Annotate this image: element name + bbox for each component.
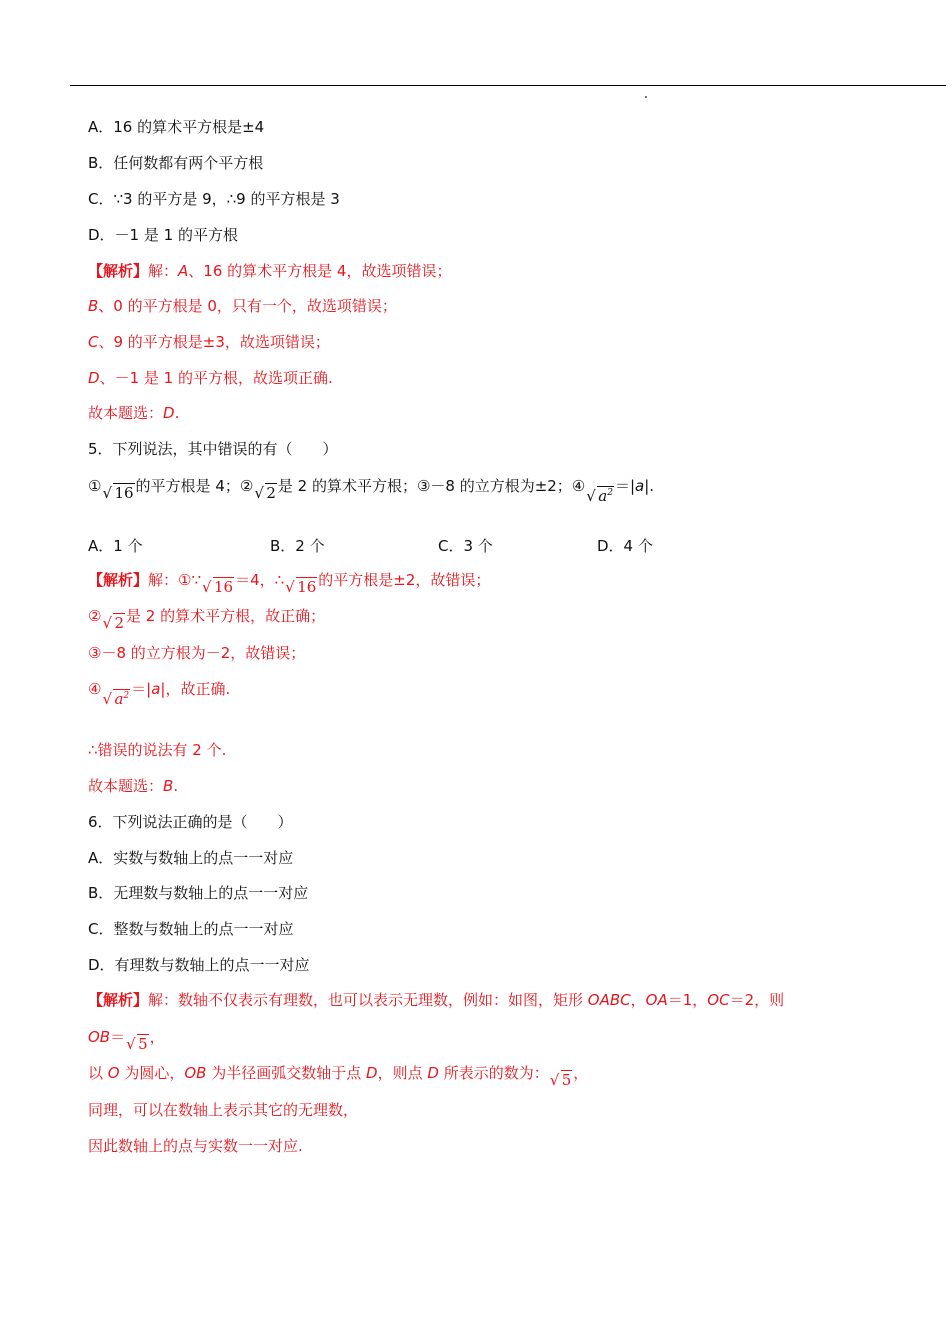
q4-analysis-line-1 (88, 261, 451, 281)
option-letter: C (88, 333, 99, 351)
q6-analysis-line-2 (88, 1027, 165, 1054)
variable-d: D (427, 1064, 439, 1082)
q4-analysis-line-2 (88, 296, 397, 316)
variable-oabc: OABC (587, 991, 631, 1009)
analysis-text: ＝ (110, 1028, 126, 1046)
analysis-text: 、16 的算术平方根是 4，故选项错误； (188, 262, 452, 280)
variable-oc: OC (707, 991, 730, 1009)
analysis-text: 、9 的平方根是±3，故选项错误； (98, 333, 330, 351)
sqrt-a-squared: √ $a^2$ (102, 690, 130, 708)
q5-option-d: D．4 个 (597, 537, 653, 555)
q4-answer (88, 403, 179, 423)
analysis-text: ＝| (131, 680, 152, 698)
statement-text: |. (644, 477, 655, 495)
q6-option-d: D．有理数与数轴上的点一一对应 (88, 956, 310, 974)
analysis-text: ＝1， (667, 991, 708, 1009)
variable-a: a (151, 680, 161, 698)
answer-letter: D (163, 404, 175, 422)
analysis-text: ， (630, 991, 646, 1009)
sqrt-2: √ 2 (102, 614, 124, 632)
option-letter: A (178, 262, 189, 280)
sqrt-16: √ 16 (285, 578, 317, 596)
q5-option-b: B．2 个 (270, 537, 325, 555)
q4-option-a: A．16 的算术平方根是±4 (88, 118, 265, 136)
answer-end: . (174, 404, 180, 422)
q6-option-b: B．无理数与数轴上的点一一对应 (88, 884, 309, 902)
header-dot (645, 96, 647, 98)
analysis-text: ，则点 (377, 1064, 428, 1082)
sqrt-a-squared: √ $a^2$ (586, 487, 613, 505)
analysis-text: ， (573, 1064, 589, 1082)
q5-analysis-line-2 (88, 606, 325, 633)
q5-statements (88, 476, 654, 506)
option-letter: D (88, 369, 100, 387)
answer-letter: B (163, 777, 174, 795)
q6-analysis-line-5: 因此数轴上的点与实数一一对应. (88, 1137, 303, 1155)
q4-option-b: B．任何数都有两个平方根 (88, 154, 264, 172)
q5-option-a: A．1 个 (88, 537, 143, 555)
variable-a: a (635, 477, 645, 495)
statement-mark: ② (88, 607, 102, 625)
sqrt-16: √ 16 (102, 484, 134, 502)
q4-option-d: D．－1 是 1 的平方根 (88, 226, 238, 244)
answer-label: 故本题选： (88, 404, 164, 422)
analysis-text: 解：数轴不仅表示有理数，也可以表示无理数，例如：如图，矩形 (148, 991, 588, 1009)
q5-answer (88, 776, 178, 796)
statement-mark: ① (88, 477, 102, 495)
sqrt-5: √ 5 (549, 1071, 572, 1089)
q4-analysis-line-4 (88, 368, 333, 388)
analysis-text: 、0 的平方根是 0，只有一个，故选项错误； (98, 297, 397, 315)
statement-text: 的平方根是 4；② (135, 477, 254, 495)
q6-analysis-line-1 (88, 990, 784, 1010)
analysis-text: ＝4，∴ (235, 571, 285, 589)
q5-analysis-line-1 (88, 570, 490, 597)
analysis-tag: 【解析】 (88, 991, 149, 1009)
statement-text: ＝| (614, 477, 636, 495)
q5-option-c: C．3 个 (438, 537, 493, 555)
analysis-text: 为圆心， (119, 1064, 185, 1082)
analysis-text: 是 2 的算术平方根，故正确； (126, 607, 326, 625)
analysis-tag: 【解析】 (88, 571, 149, 589)
answer-end: . (173, 777, 179, 795)
analysis-text: 为半径画弧交数轴于点 (206, 1064, 367, 1082)
variable-ob: OB (184, 1064, 207, 1082)
q6-stem: 6．下列说法正确的是（ ） (88, 813, 293, 831)
analysis-text: 的平方根是±2，故错误； (318, 571, 491, 589)
variable-o: O (107, 1064, 120, 1082)
header-rule (70, 85, 946, 86)
q6-option-c: C．整数与数轴上的点一一对应 (88, 920, 294, 938)
statement-mark: ④ (88, 680, 102, 698)
q5-stem: 5．下列说法，其中错误的有（ ） (88, 440, 338, 458)
q6-analysis-line-4: 同理，可以在数轴上表示其它的无理数， (88, 1101, 359, 1119)
variable-d: D (366, 1064, 378, 1082)
option-letter: B (88, 297, 99, 315)
statement-text: 是 2 的算术平方根；③－8 的立方根为±2；④ (277, 477, 586, 495)
q4-option-c: C．∵3 的平方是 9，∴9 的平方根是 3 (88, 190, 340, 208)
sqrt-5: √ 5 (126, 1035, 148, 1053)
q4-analysis-line-3 (88, 332, 330, 352)
analysis-tag: 【解析】 (88, 262, 149, 280)
q6-analysis-line-3 (88, 1063, 588, 1090)
analysis-text: 解： (148, 262, 179, 280)
q5-analysis-line-3: ③－8 的立方根为－2，故错误； (88, 644, 306, 662)
q5-analysis-line-4 (88, 679, 230, 709)
analysis-text: 所表示的数为： (438, 1064, 549, 1082)
q5-options (88, 536, 888, 556)
variable-oa: OA (645, 991, 668, 1009)
analysis-text: 以 (88, 1064, 108, 1082)
sqrt-2: √ 2 (254, 484, 276, 502)
analysis-text: |，故正确. (160, 680, 231, 698)
q5-conclusion: ∴错误的说法有 2 个. (88, 741, 227, 759)
analysis-text: 解：①∵ (148, 571, 202, 589)
analysis-text: ， (149, 1028, 165, 1046)
analysis-text: ＝2，则 (729, 991, 785, 1009)
analysis-text: 、－1 是 1 的平方根，故选项正确. (99, 369, 333, 387)
sqrt-16: √ 16 (202, 578, 234, 596)
variable-ob: OB (88, 1028, 111, 1046)
q6-option-a: A．实数与数轴上的点一一对应 (88, 849, 294, 867)
answer-label: 故本题选： (88, 777, 164, 795)
